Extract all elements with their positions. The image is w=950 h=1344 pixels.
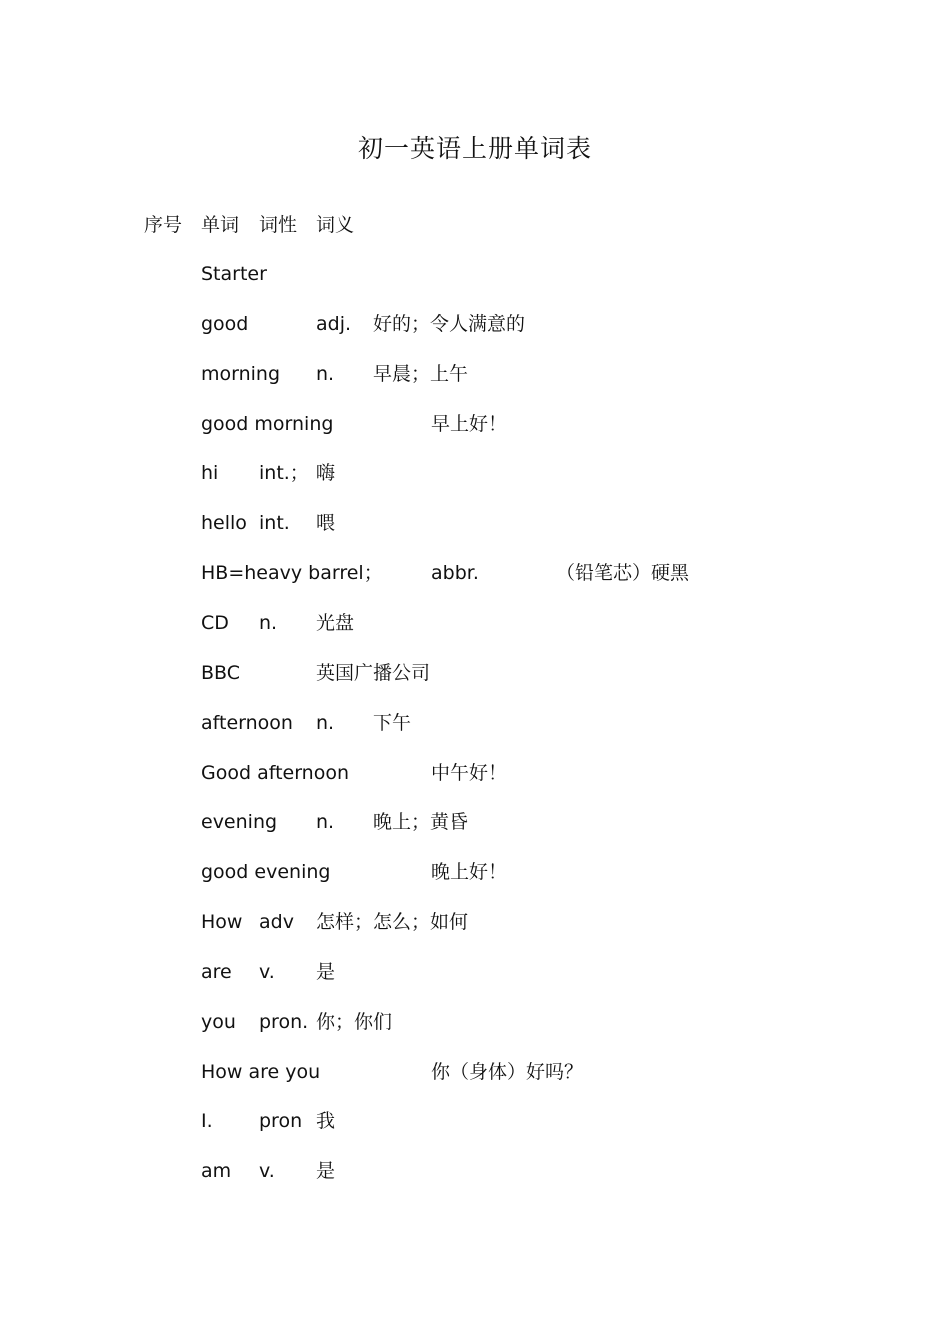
- row-cell: pron.: [259, 1011, 309, 1033]
- table-row: [0, 1156, 950, 1186]
- row-cell: 英国广播公司: [316, 662, 431, 684]
- table-row: [0, 1057, 950, 1087]
- row-cell: I.: [201, 1110, 213, 1132]
- row-cell: Starter: [201, 263, 267, 285]
- row-cell: abbr.: [431, 562, 479, 584]
- row-cell: 嗨: [316, 462, 336, 484]
- row-cell: 我: [316, 1110, 336, 1132]
- row-cell: 是: [316, 1160, 336, 1182]
- table-row: [0, 458, 950, 488]
- table-row: [0, 409, 950, 439]
- table-row: [0, 907, 950, 937]
- row-cell: 怎样；怎么；如何: [316, 911, 469, 933]
- table-row: [0, 708, 950, 738]
- table-row: [0, 857, 950, 887]
- row-cell: n.: [316, 363, 335, 385]
- row-cell: BBC: [201, 662, 241, 684]
- table-row: [0, 758, 950, 788]
- row-cell: int.: [259, 512, 290, 534]
- page-title: 初一英语上册单词表: [357, 134, 592, 163]
- row-cell: v.: [259, 961, 275, 983]
- header-meaning: 词义: [316, 214, 355, 236]
- row-cell: 早上好！: [431, 413, 508, 435]
- table-row: [0, 359, 950, 389]
- row-cell: 你（身体）好吗？: [431, 1061, 584, 1083]
- table-header: [0, 210, 950, 240]
- table-row: [0, 608, 950, 638]
- table-row: [0, 1106, 950, 1136]
- row-cell: are: [201, 961, 232, 983]
- row-cell: 早晨；上午: [373, 363, 469, 385]
- header-index: 序号: [144, 214, 183, 236]
- row-cell: 晚上；黄昏: [373, 811, 469, 833]
- row-cell: hi: [201, 462, 219, 484]
- row-cell: good evening: [201, 861, 331, 883]
- table-row: [0, 558, 950, 588]
- row-cell: How: [201, 911, 243, 933]
- row-cell: n.: [316, 712, 335, 734]
- header-word: 单词: [201, 214, 240, 236]
- row-cell: 好的；令人满意的: [373, 313, 526, 335]
- row-cell: 下午: [373, 712, 412, 734]
- table-row: [0, 957, 950, 987]
- row-cell: good morning: [201, 413, 334, 435]
- table-row: [0, 1007, 950, 1037]
- row-cell: int.；: [259, 462, 309, 484]
- row-cell: 晚上好！: [431, 861, 508, 883]
- row-cell: adj.: [316, 313, 352, 335]
- row-cell: Good afternoon: [201, 762, 350, 784]
- row-cell: v.: [259, 1160, 275, 1182]
- row-cell: n.: [259, 612, 278, 634]
- row-cell: adv: [259, 911, 294, 933]
- row-cell: 中午好！: [431, 762, 508, 784]
- row-cell: （铅笔芯）硬黑: [556, 562, 690, 584]
- row-cell: n.: [316, 811, 335, 833]
- row-cell: 光盘: [316, 612, 355, 634]
- row-cell: HB=heavy barrel；: [201, 562, 383, 584]
- row-cell: 你；你们: [316, 1011, 393, 1033]
- row-cell: hello: [201, 512, 247, 534]
- row-cell: How are you: [201, 1061, 321, 1083]
- row-cell: good: [201, 313, 249, 335]
- table-row: [0, 508, 950, 538]
- table-row: [0, 259, 950, 289]
- row-cell: 喂: [316, 512, 336, 534]
- table-row: [0, 658, 950, 688]
- row-cell: morning: [201, 363, 281, 385]
- row-cell: 是: [316, 961, 336, 983]
- row-cell: CD: [201, 612, 229, 634]
- table-row: [0, 807, 950, 837]
- table-row: [0, 309, 950, 339]
- row-cell: you: [201, 1011, 236, 1033]
- row-cell: evening: [201, 811, 278, 833]
- header-pos: 词性: [259, 214, 298, 236]
- row-cell: pron: [259, 1110, 303, 1132]
- row-cell: afternoon: [201, 712, 293, 734]
- row-cell: am: [201, 1160, 232, 1182]
